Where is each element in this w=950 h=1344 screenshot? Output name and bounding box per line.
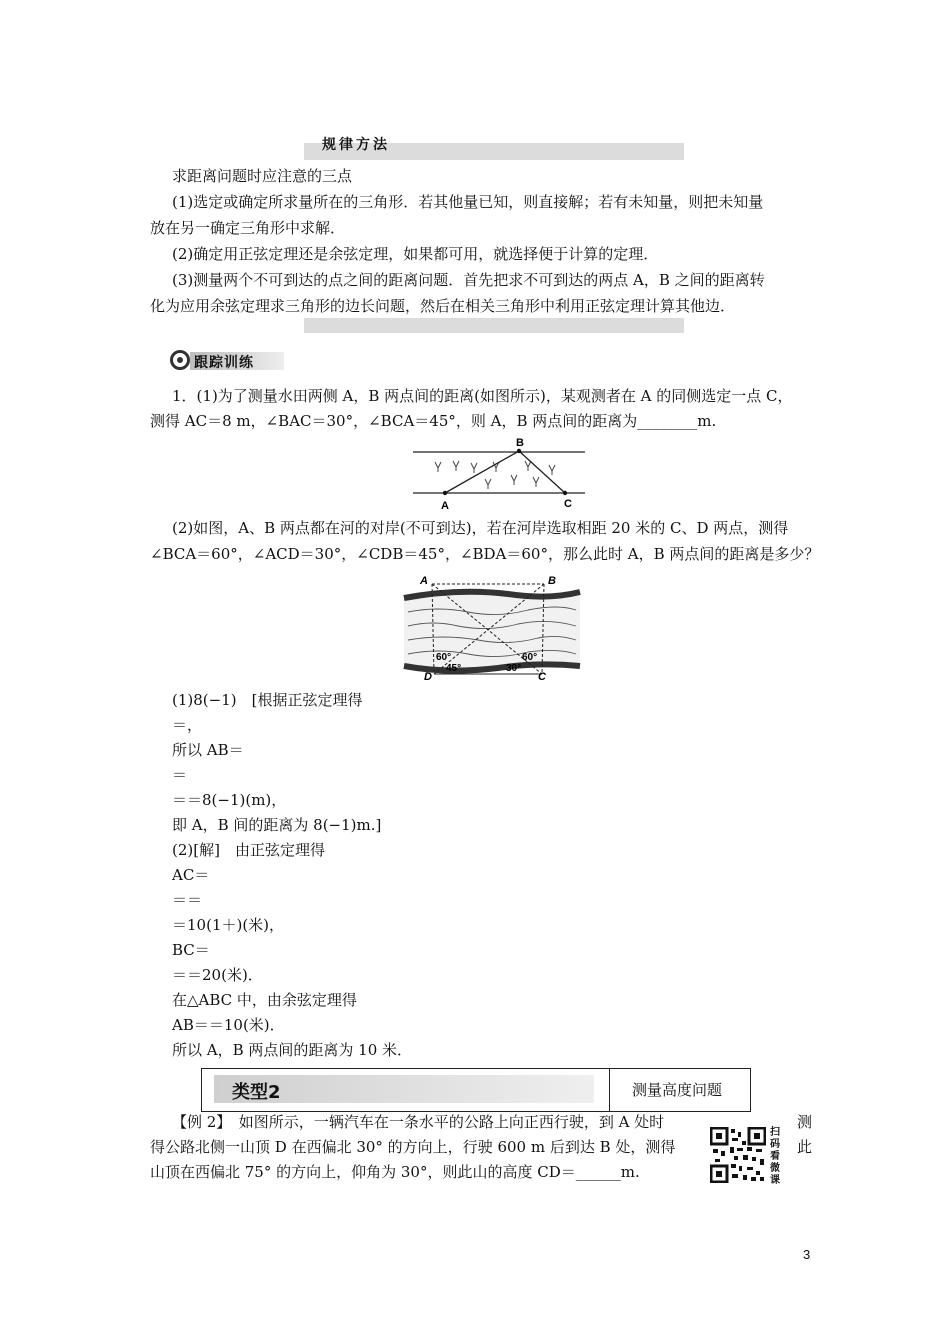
- example-continuation: 测: [797, 1113, 813, 1131]
- answer-line: ＝: [172, 766, 188, 784]
- label-b: B: [548, 575, 556, 587]
- angle-label: 45°: [446, 663, 462, 674]
- question-line: 测得 AC＝8 m，∠BAC＝30°，∠BCA＝45°，则 A，B 两点间的距离为________m.: [150, 412, 717, 430]
- type-box: [201, 1068, 751, 1112]
- label-c: C: [538, 671, 546, 682]
- example-line: 得公路北侧一山顶 D 在西偏北 30° 的方向上，行驶 600 m 后到达 B 处，测得: [150, 1138, 676, 1156]
- answer-line: AC＝: [172, 866, 210, 884]
- answer-line: (2)[解] 由正弦定理得: [172, 841, 325, 859]
- rule-line: (2)确定用正弦定理还是余弦定理，如果都可用，就选择便于计算的定理．: [172, 245, 659, 263]
- paddy-field-figure: [405, 435, 590, 515]
- type-label: 类型2: [232, 1082, 281, 1103]
- angle-label: 60°: [436, 652, 452, 663]
- answer-line: ＝＝8(−1)(m)，: [172, 791, 287, 809]
- answer-line: ＝10(1＋)(米)，: [172, 916, 285, 934]
- section-title-rules: 规律方法: [322, 137, 390, 153]
- page-number: 3: [803, 1247, 811, 1262]
- section-title-track: 跟踪训练: [194, 355, 254, 371]
- label-c: C: [564, 498, 572, 510]
- answer-line: (1)8(−1) [根据正弦定理得: [172, 691, 363, 709]
- question-line: (2)如图，A、B 两点都在河的对岸(不可到达)，若在河岸选取相距 20 米的 C、D 两点，测得: [172, 519, 789, 537]
- answer-line: ＝＝: [172, 891, 203, 909]
- type-label-bg: [214, 1075, 594, 1103]
- label-d: D: [424, 671, 432, 682]
- qr-code-icon[interactable]: [710, 1127, 766, 1183]
- label-b: B: [516, 437, 524, 449]
- river-figure: [398, 570, 588, 682]
- answer-line: 即 A，B 间的距离为 8(−1)m.]: [172, 816, 382, 834]
- rule-line: 化为应用余弦定理求三角形的边长问题，然后在相关三角形中利用正弦定理计算其他边．: [150, 297, 736, 315]
- question-line: ∠BCA＝60°，∠ACD＝30°，∠CDB＝45°，∠BDA＝60°，那么此时 A，B 两点间的距离是多少？: [150, 545, 820, 563]
- rule-line: 放在另一确定三角形中求解．: [150, 219, 346, 237]
- example-line: 山顶在西偏北 75° 的方向上，仰角为 30°，则此山的高度 CD＝______m.: [150, 1163, 640, 1181]
- section-footer-bar: [304, 318, 684, 333]
- answer-line: 所以 A，B 两点间的距离为 10 米．: [172, 1041, 413, 1059]
- label-a: A: [420, 575, 428, 587]
- rule-line: 求距离问题时应注意的三点: [172, 167, 353, 185]
- answer-line: ＝＝20(米)．: [172, 966, 263, 984]
- answer-line: ＝，: [172, 716, 203, 734]
- answer-line: BC＝: [172, 941, 210, 959]
- example-continuation: 此: [797, 1138, 813, 1156]
- answer-line: 所以 AB＝: [172, 741, 244, 759]
- question-line: 1．(1)为了测量水田两侧 A，B 两点间的距离(如图所示)，某观测者在 A 的同侧选定一点 C，: [172, 387, 793, 405]
- answer-line: AB＝＝10(米)．: [172, 1016, 285, 1034]
- angle-label: 60°: [522, 652, 538, 663]
- type-divider: [609, 1069, 610, 1111]
- type-title: 测量高度问题: [632, 1081, 723, 1099]
- label-a: A: [441, 500, 449, 512]
- angle-label: 30°: [506, 663, 522, 674]
- qr-caption: 扫码看微课: [770, 1127, 780, 1186]
- example-line: 【例 2】 如图所示，一辆汽车在一条水平的公路上向正西行驶，到 A 处时: [172, 1113, 665, 1131]
- target-icon: [170, 350, 190, 370]
- rule-line: (3)测量两个不可到达的点之间的距离问题．首先把求不可到达的两点 A，B 之间的距离转: [172, 271, 765, 289]
- answer-line: 在△ABC 中，由余弦定理得: [172, 991, 357, 1009]
- rule-line: (1)选定或确定所求量所在的三角形．若其他量已知，则直接解；若有未知量，则把未知量: [172, 193, 764, 211]
